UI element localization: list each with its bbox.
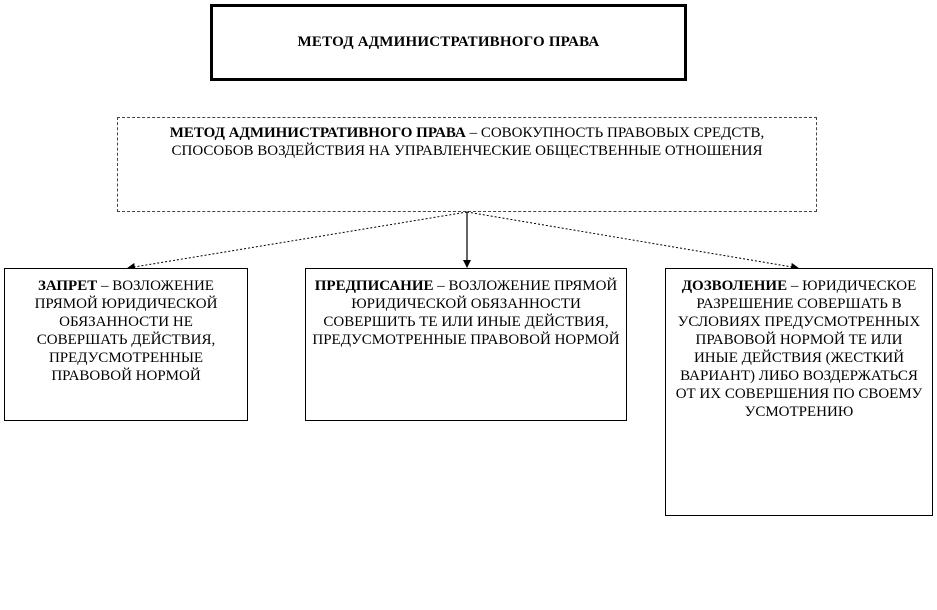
prohibition-term: ЗАПРЕТ bbox=[38, 278, 98, 294]
prohibition-box bbox=[4, 268, 248, 421]
prohibition-text: – ВОЗЛОЖЕНИЕ ПРЯМОЙ ЮРИДИЧЕСКОЙ ОБЯЗАННОСТИ НЕ СОВЕРШАТЬ ДЕЙСТВИЯ, ПРЕДУСМОТРЕННЫЕ ПРАВОВОЙ НОРМОЙ bbox=[34, 278, 218, 384]
prescription-box bbox=[305, 268, 627, 421]
permission-box bbox=[665, 268, 933, 516]
prescription-term: ПРЕДПИСАНИЕ bbox=[314, 278, 434, 294]
prescription-text: – ВОЗЛОЖЕНИЕ ПРЯМОЙ ЮРИДИЧЕСКОЙ ОБЯЗАННОСТИ СОВЕРШИТЬ ТЕ ИЛИ ИНЫЕ ДЕЙСТВИЯ, ПРЕДУСМОТРЕННЫЕ ПРАВОВОЙ НОРМОЙ bbox=[312, 278, 620, 348]
arrow-to-permission bbox=[467, 212, 798, 268]
definition-term: МЕТОД АДМИНИСТРАТИВНОГО ПРАВА bbox=[169, 125, 466, 141]
permission-term: ДОЗВОЛЕНИЕ bbox=[681, 278, 788, 294]
arrow-to-prohibition bbox=[128, 212, 467, 268]
definition-text: – СОВОКУПНОСТЬ ПРАВОВЫХ СРЕДСТВ, СПОСОБОВ ВОЗДЕЙСТВИЯ НА УПРАВЛЕНЧЕСКИЕ ОБЩЕСТВЕННЫЕ ОТНОШЕНИЯ bbox=[171, 125, 765, 159]
diagram-title: МЕТОД АДМИНИСТРАТИВНОГО ПРАВА bbox=[297, 34, 600, 50]
permission-text: – ЮРИДИЧЕСКОЕ РАЗРЕШЕНИЕ СОВЕРШАТЬ В УСЛОВИЯХ ПРЕДУСМОТРЕННЫХ ПРАВОВОЙ НОРМОЙ ТЕ ИЛИ ИНЫЕ ДЕЙСТВИЯ (ЖЕСТКИЙ ВАРИАНТ) ЛИБО ВОЗДЕРЖАТЬСЯ ОТ ИХ СОВЕРШЕНИЯ ПО СВОЕМУ УСМОТРЕНИЮ bbox=[675, 278, 923, 420]
